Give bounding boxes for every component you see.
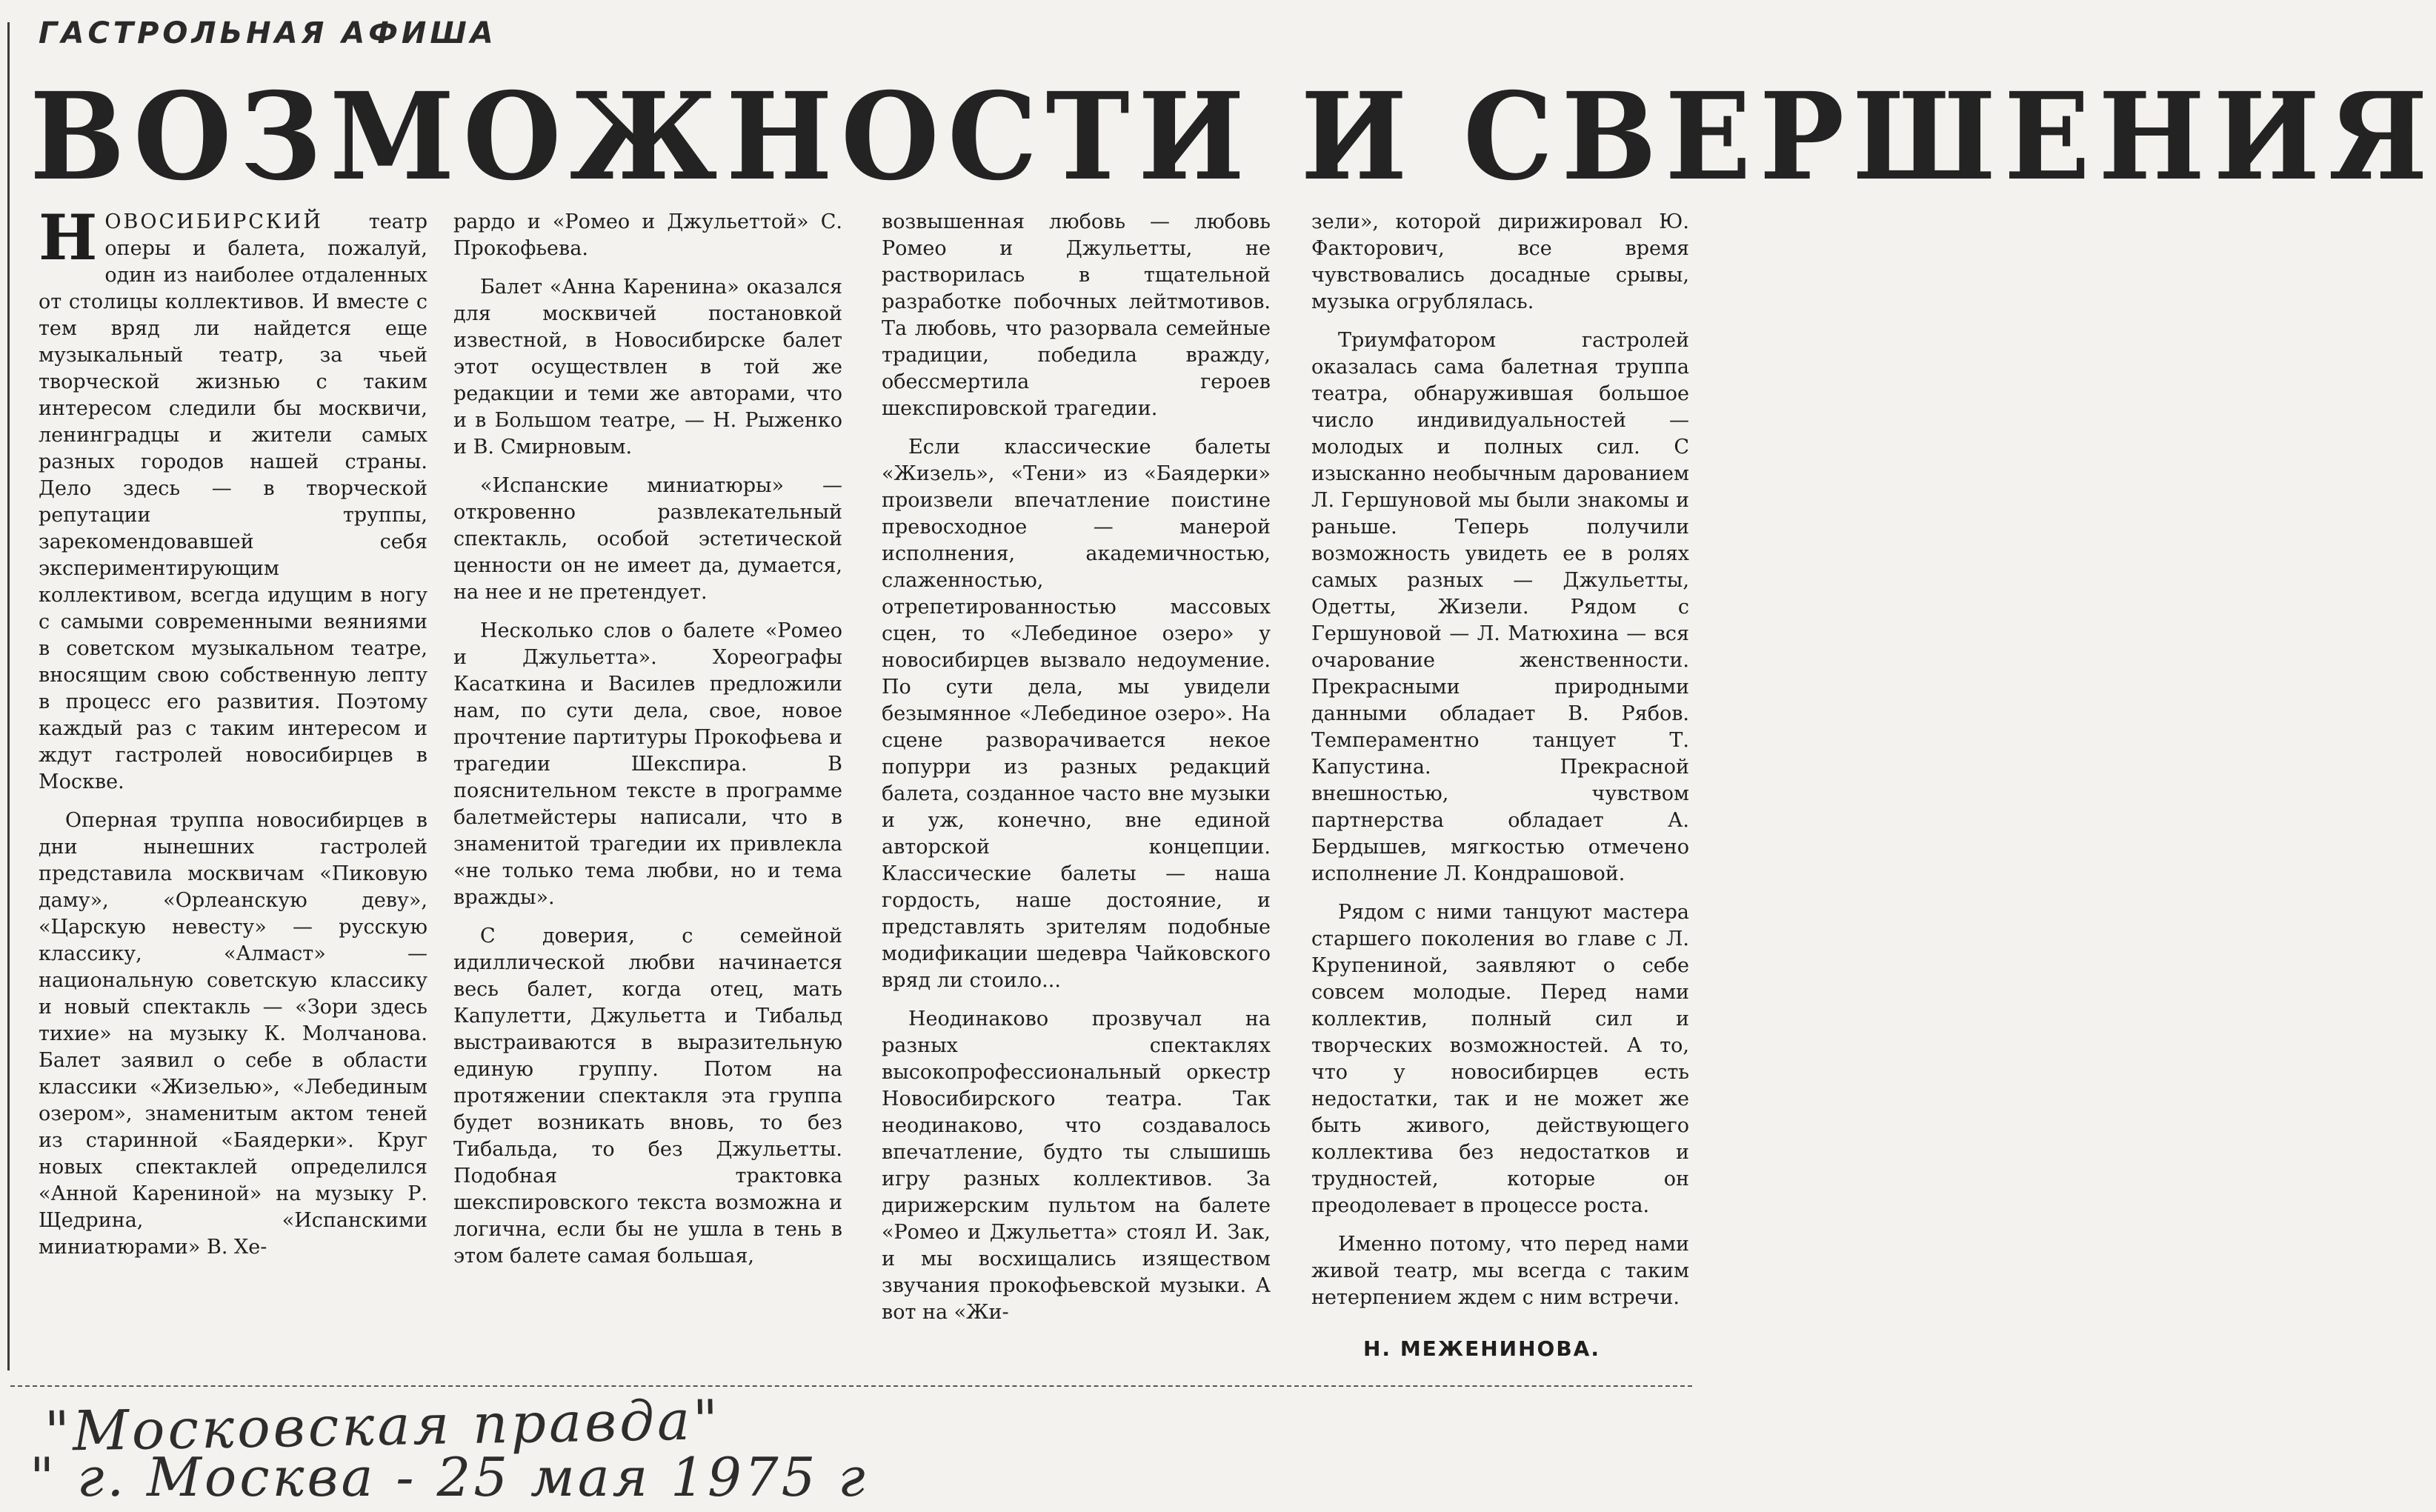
article-column-2 [453,209,842,1373]
paragraph: рардо и «Ромео и Джульеттой» С. Прокофьева. [453,210,842,260]
clipping-cut-line [10,1385,1692,1387]
paragraph: Рядом с ними танцуют мастера старшего поколения во главе с Л. Крупениной, заявляют о себе совсем молодые. Перед нами коллектив, полный сил и творческих возможностей. А то, что у новосибирцев есть недостатки, так и не может же быть живого, действующего коллектива без недостатков и трудностей, которые он преодолевает в процессе роста. [1311,901,1689,1217]
paragraph: Неодинаково прозвучал на разных спектаклях высокопрофессиональный оркестр Новосибирского театра. Так неодинаково, что создавалось впечатление, будто ты слышишь игру разных коллективов. За дирижерским пультом на балете «Ромео и Джульетта» стоял И. Зак, и мы восхищались изяществом звучания прокофьевской музыки. А вот на «Жи- [882,1008,1271,1324]
paragraph: Именно потому, что перед нами живой театр, мы всегда с таким нетерпением ждем с ним встречи. [1311,1233,1689,1309]
article-column-4 [1311,209,1689,1342]
drop-cap: Н [39,201,98,274]
paragraph: «Испанские миниатюры» — откровенно развлекательный спектакль, особой эстетической ценности он не имеет да, думается, на нее и не претендует. [453,474,842,604]
paragraph: Балет «Анна Каренина» оказался для москвичей постановкой известной, в Новосибирске балет этот осуществлен в той же редакции и теми же авторами, что и в Большом театре, — Н. Рыженко и В. Смирновым. [453,276,842,459]
author-signature: Н. МЕЖЕНИНОВА. [1363,1336,1600,1361]
article-headline: ВОЗМОЖНОСТИ И СВЕРШЕНИЯ [30,67,2436,207]
paragraph: возвышенная любовь — любовь Ромео и Джульетты, не растворилась в тщательной разработке побочных лейтмотивов. Та любовь, что разорвала семейные традиции, победила вражду, обессмертила героев шекспировской трагедии. [882,210,1271,420]
paragraph: Если классические балеты «Жизель», «Тени» из «Баядерки» произвели впечатление поистине превосходное — манерой исполнения, академичностью, слаженностью, отрепетированностью массовых сцен, то «Лебединое озеро» у новосибирцев вызвало недоумение. По сути дела, мы увидели безымянное «Лебединое озеро». На сцене разворачивается некое попурри из разных редакций балета, созданное часто вне музыки и уж, конечно, вне единой авторской концепции. Классические балеты — наша гордость, наше достояние, и представлять зрителям подобные модификации шедевра Чайковского вряд ли стоило... [882,436,1271,992]
handwritten-source-note: "Московская правда" [44,1388,722,1464]
paragraph [39,201,427,796]
paragraph: зели», которой дирижировал Ю. Факторович, все время чувствовались досадные срывы, музыка огрублялась. [1311,210,1689,313]
paragraph: Оперная труппа новосибирцев в дни нынешних гастролей представила москвичам «Пиковую даму», «Орлеанскую деву», «Царскую невесту» — русскую классику, «Алмаст» — национальную советскую классику и новый спектакль — «Зори здесь тихие» на музыку К. Молчанова. Балет заявил о себе в области классики «Жизелью», «Лебединым озером», знаменитым актом теней из старинной «Баядерки». Круг новых спектаклей определился «Анной Карениной» на музыку Р. Щедрина, «Испанскими миниатюрами» В. Хе- [39,809,427,1259]
left-border-rule [7,22,10,1371]
article-column-1 [39,201,427,1381]
article-column-3 [882,209,1271,1373]
handwritten-date-note: " г. Москва - 25 мая 1975 г [30,1446,868,1508]
section-rubric: ГАСТРОЛЬНАЯ АФИША [39,16,497,50]
paragraph: С доверия, с семейной идиллической любви начинается весь балет, когда отец, мать Капулетти, Джульетта и Тибальд выстраиваются в выразительную единую группу. Потом на протяжении спектакля эта группа будет возникать вновь, то без Тибальда, то без Джульетты. Подобная трактовка шекспировского текста возможна и логична, если бы не ушла в тень в этом балете самая большая, [453,925,842,1268]
paragraph: Триумфатором гастролей оказалась сама балетная труппа театра, обнаружившая большое число индивидуальностей — молодых и полных сил. С изысканно необычным дарованием Л. Гершуновой мы были знакомы и раньше. Теперь получили возможность увидеть ее в ролях самых разных — Джульетты, Одетты, Жизели. Рядом с Гершуновой — Л. Матюхина — вся очарование женственности. Прекрасными природными данными обладает В. Рябов. Темпераментно танцует Т. Капустина. Прекрасной внешностью, чувством партнерства обладает А. Бердышев, мягкостью отмечено исполнение Л. Кондрашовой. [1311,329,1689,885]
paragraph: Несколько слов о балете «Ромео и Джульетта». Хореографы Касаткина и Василев предложили нам, по сути дела, свое, новое прочтение партитуры Прокофьева и трагедии Шекспира. В пояснительном тексте в программе балетмейстеры написали, что в знаменитой трагедии их привлекла «не только тема любви, но и тема вражды». [453,619,842,909]
lead-word: ОВОСИБИРСКИЙ [104,210,323,233]
paragraph-text: театр оперы и балета, пожалуй, один из наиболее отдаленных от столицы коллективов. И вместе с тем вряд ли найдется еще музыкальный театр, за чьей творческой жизнью с таким интересом следили бы москвичи, ленинградцы и жители самых разных городов нашей страны. Дело здесь — в творческой репутации труппы, зарекомендовавшей себя экспериментирующим коллективом, всегда идущим в ногу с самыми современными веяниями в советском музыкальном театре, вносящим свою собственную лепту в процесс его развития. Поэтому каждый раз с таким интересом и ждут гастролей новосибирцев в Москве. [39,210,427,793]
